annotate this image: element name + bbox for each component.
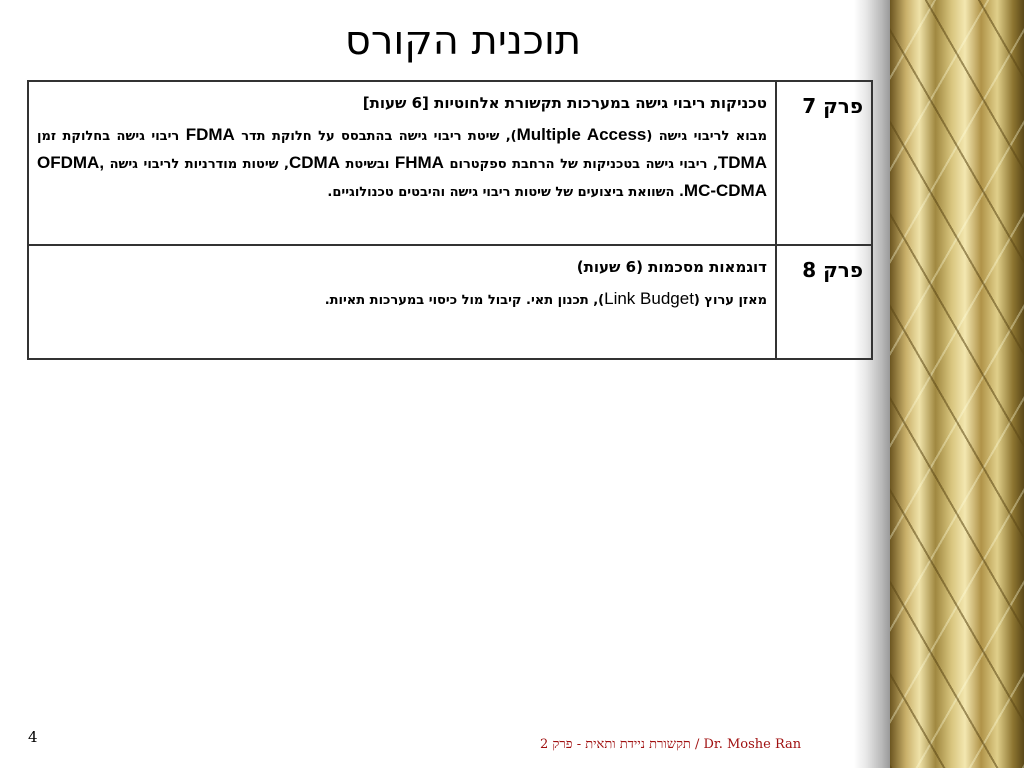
desc-term: CDMA	[289, 153, 340, 172]
course-table	[27, 80, 873, 360]
topic-cell	[28, 245, 776, 359]
desc-text: ), תכנון תאי. קיבול מול כיסוי במערכות תאיות.	[324, 293, 605, 308]
topic-description	[37, 286, 767, 314]
topic-title: טכניקות ריבוי גישה במערכות תקשורת אלחוטיות [6 שעות]	[362, 94, 767, 112]
slide-title: תוכנית הקורס	[344, 18, 582, 64]
desc-term: FHMA	[394, 153, 444, 172]
topic-cell	[28, 81, 776, 245]
desc-text: ), שיטת ריבוי גישה בהתבסס על חלוקת תדר	[234, 129, 517, 144]
gold-pattern-panel	[890, 0, 1024, 768]
chapter-cell: פרק 7	[776, 81, 872, 245]
topic-title: דוגמאות מסכמות (6 שעות)	[576, 258, 767, 276]
table-row	[28, 81, 872, 245]
desc-text: מבוא לריבוי גישה (	[646, 129, 767, 144]
desc-text: , שיטות מודרניות לריבוי גישה	[104, 157, 289, 172]
desc-term: TDMA	[717, 153, 767, 172]
page-number: 4	[28, 728, 38, 746]
desc-text: ריבוי גישה בחלוקת זמן	[37, 129, 186, 144]
decorative-curtain	[854, 0, 1024, 768]
topic-description	[37, 122, 767, 206]
table-row	[28, 245, 872, 359]
desc-text: . השוואת ביצועים של שיטות ריבוי גישה והיבטים טכנולוגיים.	[327, 185, 684, 200]
desc-text: מאזן ערוץ (	[693, 293, 767, 308]
desc-term: Multiple Access	[516, 125, 647, 144]
desc-text: , ריבוי גישה בטכניקות של הרחבת ספקטרום	[443, 157, 718, 172]
desc-text: ובשיטת	[340, 157, 395, 172]
chapter-cell: פרק 8	[776, 245, 872, 359]
footer-text: 2 תקשורת ניידת ותאית - פרק / Dr. Moshe Ran	[540, 737, 802, 752]
desc-term: Link Budget	[604, 289, 694, 308]
desc-term: OFDMA, MC-CDMA	[37, 153, 767, 200]
desc-term: FDMA	[185, 125, 235, 144]
